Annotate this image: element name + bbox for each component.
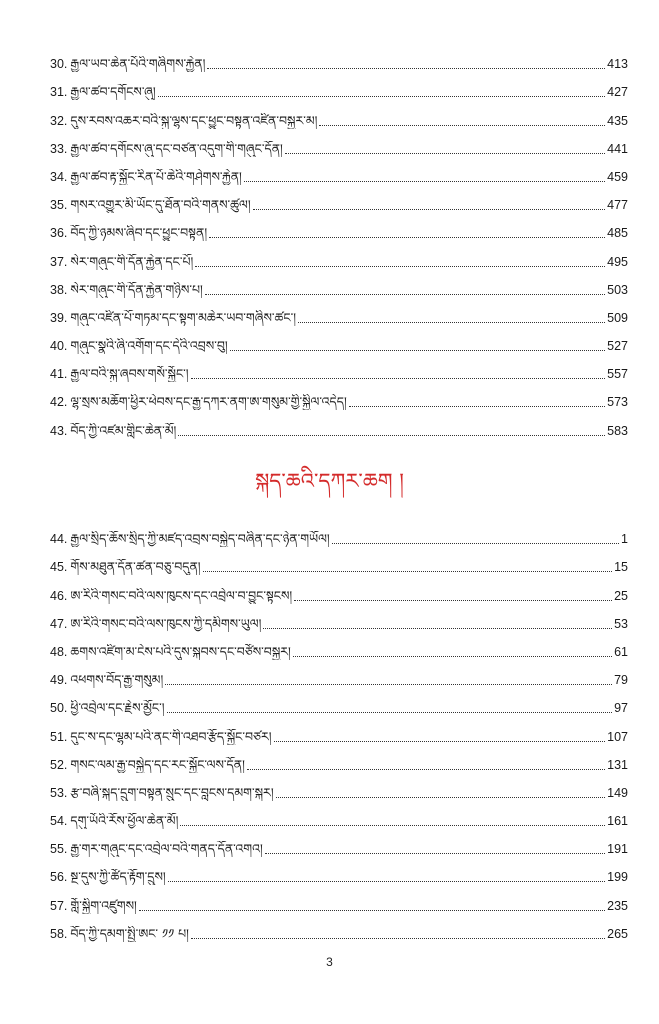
toc-list-part1 (50, 44, 628, 439)
toc-entry-title: རྩ་བཞི་སྐད་དྲུག་བསྟན་སྲུང་དང་བླངས་དམག་སྐར། (70, 784, 274, 800)
toc-entry-number: 50. (50, 701, 68, 716)
toc-entry-number: 45. (50, 560, 68, 575)
dot-leader (293, 655, 612, 657)
toc-entry-page: 485 (607, 226, 628, 241)
toc-entry-title: གསང་ལམ་རྒྱ་བསྐྱེད་དང་རང་སྐྱོང་ལས་དོན། (70, 756, 245, 772)
toc-entry (50, 885, 628, 913)
toc-entry (50, 213, 628, 241)
toc-entry-page: 53 (614, 616, 628, 631)
dot-leader (285, 152, 605, 154)
toc-entry (50, 914, 628, 942)
dot-leader (349, 405, 605, 407)
toc-entry-number: 41. (50, 367, 68, 382)
toc-entry-number: 39. (50, 310, 68, 325)
toc-entry-title: དུས་རབས་འཆར་བའི་སྐུ་ལྷས་དང་ཕྱུང་བསྟན་འཛིན་བསྐྱར་མ། (70, 112, 318, 128)
toc-entry-page: 191 (607, 842, 628, 857)
toc-entry-page: 435 (607, 113, 628, 128)
toc-entry-page: 97 (614, 701, 628, 716)
toc-entry-title: གཞུང་འཛིན་པོ་གཏམ་དང་སྟག་མཆེར་ཡབ་གཞིས་ཚང་། (70, 309, 297, 325)
dot-leader (178, 434, 605, 436)
dot-leader (203, 570, 613, 572)
toc-entry-page: 161 (607, 814, 628, 829)
toc-entry-title: རྒྱལ་ཚབ་དགོངས་ཞུ། (70, 84, 156, 100)
toc-entry (50, 829, 628, 857)
toc-entry-title: སྔ་དུས་ཀྱི་ཚོད་རྟོག་དྲུས། (70, 869, 166, 885)
toc-entry-page: 441 (607, 141, 628, 156)
toc-entry-page: 583 (607, 423, 628, 438)
toc-entry-title: ཆགས་འཛིག་མ་ངེས་པའི་དུས་སྐབས་དང་བཙོས་བསྐྱར། (70, 643, 291, 659)
dot-leader (298, 321, 605, 323)
toc-entry-title: རྒྱལ་ཡབ་ཆེན་པོའི་གཞིགས་རྐྱེན། (70, 56, 206, 72)
toc-entry-page: 131 (607, 757, 628, 772)
toc-entry-page: 235 (607, 898, 628, 913)
toc-entry-title: བོད་ཀྱི་ཉམས་ཞིབ་དང་ཕྱུང་བསྟན། (70, 225, 208, 241)
toc-entry-page: 1 (621, 532, 628, 547)
dot-leader (168, 880, 605, 882)
toc-entry (50, 354, 628, 382)
toc-entry-title: འཕགས་བོད་རྒྱ་གསུམ། (70, 672, 164, 688)
dot-leader (191, 377, 606, 379)
toc-entry-page: 427 (607, 85, 628, 100)
toc-entry (50, 575, 628, 603)
toc-entry-number: 52. (50, 757, 68, 772)
dot-leader (207, 67, 605, 69)
dot-leader (294, 599, 612, 601)
toc-entry-number: 43. (50, 423, 68, 438)
toc-entry (50, 382, 628, 410)
toc-entry-page: 503 (607, 282, 628, 297)
dot-leader (265, 852, 605, 854)
toc-entry-title: གོས་མཐུན་དོན་ཚན་བཅུ་བདུན། (70, 559, 201, 575)
toc-entry-number: 37. (50, 254, 68, 269)
toc-entry-page: 79 (614, 673, 628, 688)
dot-leader (253, 208, 605, 210)
toc-entry-page: 265 (607, 926, 628, 941)
toc-entry-number: 47. (50, 616, 68, 631)
toc-entry-title: རྒྱལ་ཚབ་དགོངས་ཞུ་དང་བཙན་འདུག་གི་གཞུང་དོན། (70, 140, 283, 156)
dot-leader (180, 824, 605, 826)
toc-entry-page: 413 (607, 57, 628, 72)
toc-entry (50, 241, 628, 269)
toc-entry-number: 46. (50, 588, 68, 603)
toc-entry-title: རྒྱ་གར་གཞུང་དང་འབྲེལ་བའི་གནད་དོན་འགའ། (70, 841, 263, 857)
dot-leader (165, 683, 612, 685)
toc-entry-number: 53. (50, 785, 68, 800)
toc-entry (50, 688, 628, 716)
dot-leader (274, 740, 606, 742)
toc-entry-page: 459 (607, 169, 628, 184)
dot-leader (191, 937, 605, 939)
toc-entry (50, 519, 628, 547)
dot-leader (244, 180, 605, 182)
dot-leader (276, 796, 606, 798)
toc-entry (50, 298, 628, 326)
toc-entry (50, 547, 628, 575)
toc-entry (50, 185, 628, 213)
toc-entry-title: སེར་གཞུང་གི་དོན་རྐྱེན་དང་པོ། (70, 253, 194, 269)
toc-entry-title: གསར་འགྱུར་མི་ཡོང་དུ་ཐོན་བའི་གནས་ཚུལ། (70, 197, 251, 213)
dot-leader (263, 627, 612, 629)
toc-entry-title: ལྷ་སྲས་མཆོག་ཕྱིར་ཕེབས་དང་རྒྱ་དཀར་ནག་ཨ་གསུམ་གྱི་སྐྱིལ་འདེད། (70, 394, 347, 410)
toc-entry-number: 30. (50, 57, 68, 72)
dot-leader (332, 542, 619, 544)
section-heading: སྐད་ཆའི་དཀར་ཆག ། (255, 469, 404, 493)
toc-entry-page: 199 (607, 870, 628, 885)
toc-entry-title: སེར་གཞུང་གི་དོན་རྐྱེན་གཉིས་པ། (70, 281, 203, 297)
toc-entry (50, 326, 628, 354)
toc-entry-page: 527 (607, 339, 628, 354)
toc-entry-title: ཨ་རིའི་གསང་བའི་ལས་ཁུངས་དང་འབྲེལ་བ་བྱུང་སྟངས། (70, 587, 293, 603)
toc-entry-page: 25 (614, 588, 628, 603)
toc-entry (50, 100, 628, 128)
toc-entry-title: བོད་ཀྱི་དམག་སྤྱི་ཨང་ ༡༡ པ། (70, 925, 189, 941)
toc-entry-page: 477 (607, 198, 628, 213)
toc-entry-number: 48. (50, 644, 68, 659)
toc-entry (50, 801, 628, 829)
toc-entry (50, 857, 628, 885)
dot-leader (139, 909, 605, 911)
toc-entry-page: 509 (607, 310, 628, 325)
toc-entry (50, 745, 628, 773)
toc-entry (50, 270, 628, 298)
toc-entry-number: 36. (50, 226, 68, 241)
toc-entry-number: 57. (50, 898, 68, 913)
toc-entry-number: 35. (50, 198, 68, 213)
toc-entry-title: རྒྱལ་ཚབ་རྟ་སྐྱོང་རིན་པོ་ཆེའི་གཤེགས་རྐྱེན། (70, 168, 242, 184)
toc-list-part2 (50, 519, 628, 942)
toc-entry-number: 56. (50, 870, 68, 885)
dot-leader (209, 236, 605, 238)
toc-entry-number: 42. (50, 395, 68, 410)
dot-leader (230, 349, 606, 351)
dot-leader (319, 124, 605, 126)
dot-leader (205, 293, 605, 295)
toc-entry-number: 54. (50, 814, 68, 829)
dot-leader (158, 95, 605, 97)
toc-entry-number: 58. (50, 926, 68, 941)
toc-entry-page: 149 (607, 785, 628, 800)
toc-entry-number: 31. (50, 85, 68, 100)
toc-entry (50, 773, 628, 801)
toc-entry (50, 660, 628, 688)
toc-entry (50, 604, 628, 632)
toc-entry-title: གཞུང་སྣའི་ཞི་འགོག་དང་དེའི་འབྲས་བུ། (70, 338, 228, 354)
toc-entry-page: 61 (614, 644, 628, 659)
toc-entry-number: 55. (50, 842, 68, 857)
toc-entry-number: 44. (50, 532, 68, 547)
dot-leader (167, 711, 613, 713)
toc-entry-number: 38. (50, 282, 68, 297)
toc-entry-title: དུང་ས་དང་ལྷམ་པའི་ནང་གི་འཐབ་རྩོད་སྐྱོང་བཙར། (70, 728, 272, 744)
toc-entry-number: 51. (50, 729, 68, 744)
toc-entry (50, 129, 628, 157)
toc-entry (50, 72, 628, 100)
toc-entry-title: རྒྱལ་བའི་སྐུ་ཞབས་གསོ་སྐྱོང་། (70, 366, 189, 382)
dot-leader (195, 265, 605, 267)
toc-entry (50, 44, 628, 72)
toc-entry-page: 15 (614, 560, 628, 575)
toc-entry-title: གློ་སྐྱིག་འཛུགས། (70, 897, 137, 913)
toc-entry-page: 107 (607, 729, 628, 744)
toc-entry-title: ཕྱི་འབྲེལ་དང་རྗེས་མྱོང་། (70, 700, 165, 716)
toc-entry-page: 495 (607, 254, 628, 269)
toc-entry-number: 40. (50, 339, 68, 354)
toc-entry-number: 33. (50, 141, 68, 156)
toc-entry-title: བོད་ཀྱི་འཛམ་གླིང་ཆེན་མོ། (70, 422, 177, 438)
toc-entry (50, 410, 628, 438)
toc-entry-title: ཨ་རིའི་གསང་བའི་ལས་ཁུངས་ཀྱི་དམིགས་ཡུལ། (70, 615, 262, 631)
dot-leader (247, 768, 605, 770)
toc-entry-page: 573 (607, 395, 628, 410)
toc-entry-page: 557 (607, 367, 628, 382)
toc-entry (50, 157, 628, 185)
toc-entry (50, 716, 628, 744)
toc-entry-number: 49. (50, 673, 68, 688)
toc-entry-title: རྒྱལ་སྲིད་ཆོས་སྲིད་ཀྱི་མཛད་འབྲས་བསྐྱེད་བཞིན་དང་ཉེན་གཡོལ། (70, 531, 330, 547)
toc-entry (50, 632, 628, 660)
page-number: 3 (326, 955, 333, 969)
toc-entry-number: 32. (50, 113, 68, 128)
toc-entry-number: 34. (50, 169, 68, 184)
toc-entry-title: དགུ་ཡོའི་རོས་ཕྱོལ་ཆེན་མོ། (70, 813, 179, 829)
